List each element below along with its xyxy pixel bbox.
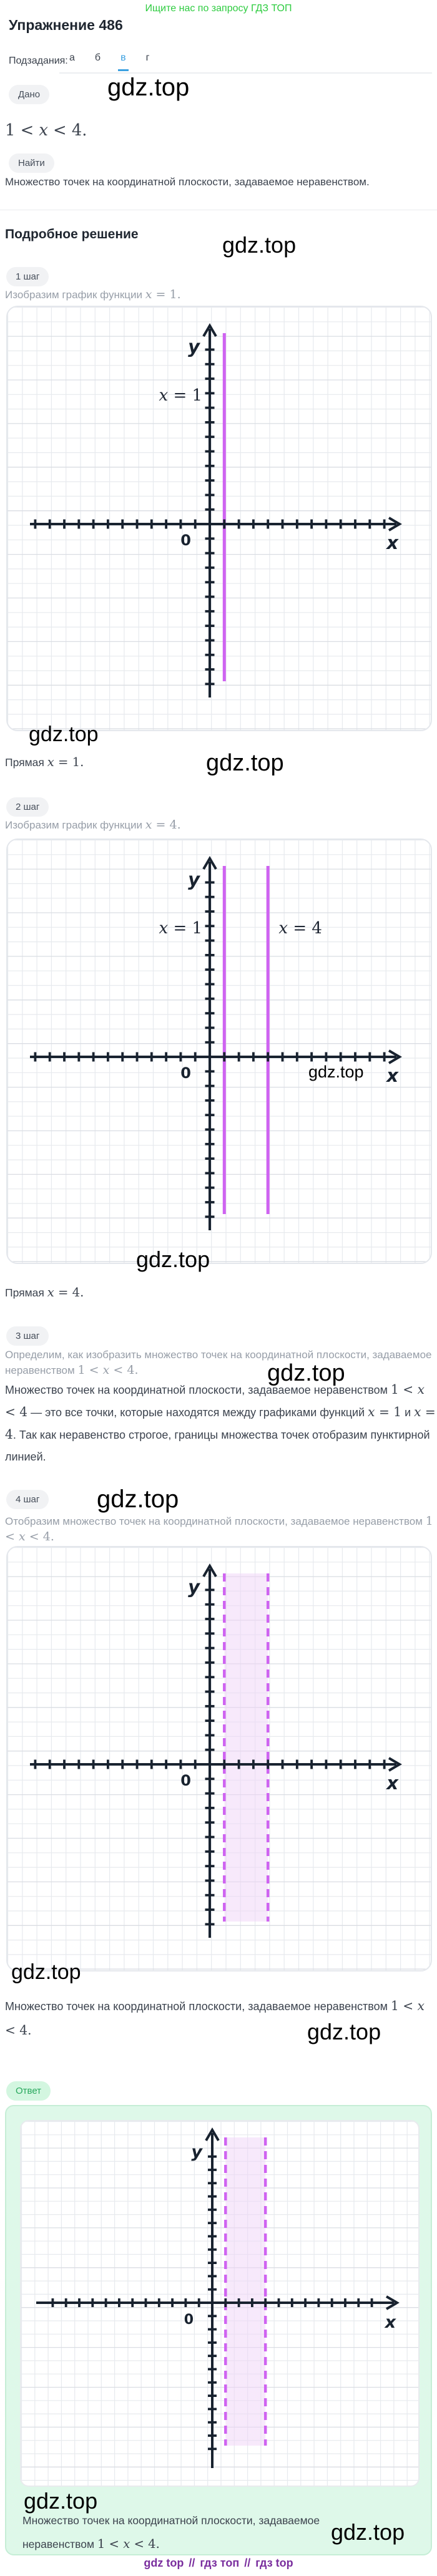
step3-badge: 3 шаг xyxy=(6,1326,49,1346)
step1-caption: Прямая x = 1. xyxy=(5,755,84,769)
step4-intro: Отобразим множество точек на координатной плоскости, задаваемое неравенством 1 < x < 4. xyxy=(5,1514,433,1543)
watermark: gdz.top xyxy=(267,1360,345,1386)
svg-text:y: y xyxy=(188,869,200,890)
svg-text:y: y xyxy=(188,336,200,357)
svg-text:0: 0 xyxy=(180,1772,191,1789)
step2-intro: Изобразим график функции x = 4. xyxy=(5,818,181,832)
watermark: gdz.top xyxy=(206,750,284,776)
step4-badge: 4 шаг xyxy=(6,1490,49,1509)
watermark: gdz.top xyxy=(29,722,99,746)
footer-link[interactable]: гдз топ xyxy=(200,2557,240,2569)
find-badge: Найти xyxy=(9,153,54,173)
svg-text:x: x xyxy=(386,1772,398,1794)
svg-text:x = 1: x = 1 xyxy=(159,386,203,405)
watermark: gdz.top xyxy=(222,232,297,258)
subtask-tab-в[interactable]: в xyxy=(118,49,129,71)
subtask-tab-б[interactable]: б xyxy=(94,52,101,63)
page-title: Упражнение 486 xyxy=(9,17,123,33)
watermark: gdz.top xyxy=(307,2019,381,2044)
watermark: gdz.top xyxy=(331,2519,405,2545)
answer-badge: Ответ xyxy=(6,2081,51,2101)
subtasks-label: Подзадания: xyxy=(9,56,68,66)
svg-text:x: x xyxy=(386,1065,398,1086)
answer-box xyxy=(5,2105,432,2555)
watermark: gdz.top xyxy=(107,74,190,101)
solution-heading: Подробное решение xyxy=(5,227,139,241)
given-math: 1 < x < 4. xyxy=(5,121,87,140)
footer-separator: // xyxy=(189,2557,195,2569)
subtask-tab-г[interactable]: г xyxy=(145,52,150,63)
coordinate-plane-step4 xyxy=(6,1546,432,1971)
svg-text:x = 1: x = 1 xyxy=(159,919,203,938)
svg-text:y: y xyxy=(191,2142,202,2162)
footer-links xyxy=(0,2557,437,2570)
step2-caption: Прямая x = 4. xyxy=(5,1285,84,1300)
subtask-tabs xyxy=(59,49,432,74)
step1-badge: 1 шаг xyxy=(6,267,49,286)
svg-text:x: x xyxy=(385,2313,396,2332)
footer-link[interactable]: гдз top xyxy=(255,2557,293,2569)
promo-banner xyxy=(0,3,437,14)
svg-text:0: 0 xyxy=(184,2312,194,2328)
svg-text:x = 4: x = 4 xyxy=(278,919,322,938)
coordinate-plane-answer xyxy=(20,2120,420,2487)
svg-text:gdz.top: gdz.top xyxy=(308,1062,364,1081)
svg-text:0: 0 xyxy=(180,1064,191,1082)
promo-link[interactable]: Ищите нас по запросу ГДЗ ТОП xyxy=(145,3,292,14)
watermark: gdz.top xyxy=(24,2488,98,2514)
coordinate-plane-step2 xyxy=(6,838,432,1264)
step2-badge: 2 шаг xyxy=(6,797,49,817)
footer-separator: // xyxy=(244,2557,251,2569)
answer-text: Множество точек на координатной плоскости, задаваемое неравенством 1 < x < 4. xyxy=(22,2514,320,2551)
watermark: gdz.top xyxy=(11,1960,81,1984)
watermark: gdz.top xyxy=(97,1485,179,1513)
svg-text:0: 0 xyxy=(180,532,191,549)
step4-caption: Множество точек на координатной плоскости, задаваемое неравенством 1 < x < 4. xyxy=(5,1998,425,2038)
find-text: Множество точек на координатной плоскости, задаваемое неравенством. xyxy=(5,176,370,188)
given-badge: Дано xyxy=(9,85,49,104)
subtask-tab-а[interactable]: а xyxy=(69,52,75,63)
svg-text:x: x xyxy=(386,532,398,553)
step3-body: Множество точек на координатной плоскости, задаваемое неравенством 1 < x < 4 — это все точки, которые находятся между графиками функций x = 1 и x = 4. Так как неравенство строгое, границы множества точек отобразим пунктирной линией. xyxy=(5,1382,436,1463)
watermark: gdz.top xyxy=(136,1247,210,1272)
footer-link[interactable]: gdz top xyxy=(144,2557,184,2569)
step1-intro: Изобразим график функции x = 1. xyxy=(5,288,181,301)
step3-intro: Определим, как изобразить множество точек на координатной плоскости, задаваемое неравенством 1 < x < 4. xyxy=(5,1349,432,1377)
svg-text:y: y xyxy=(188,1577,200,1598)
coordinate-plane-step1 xyxy=(6,306,432,731)
